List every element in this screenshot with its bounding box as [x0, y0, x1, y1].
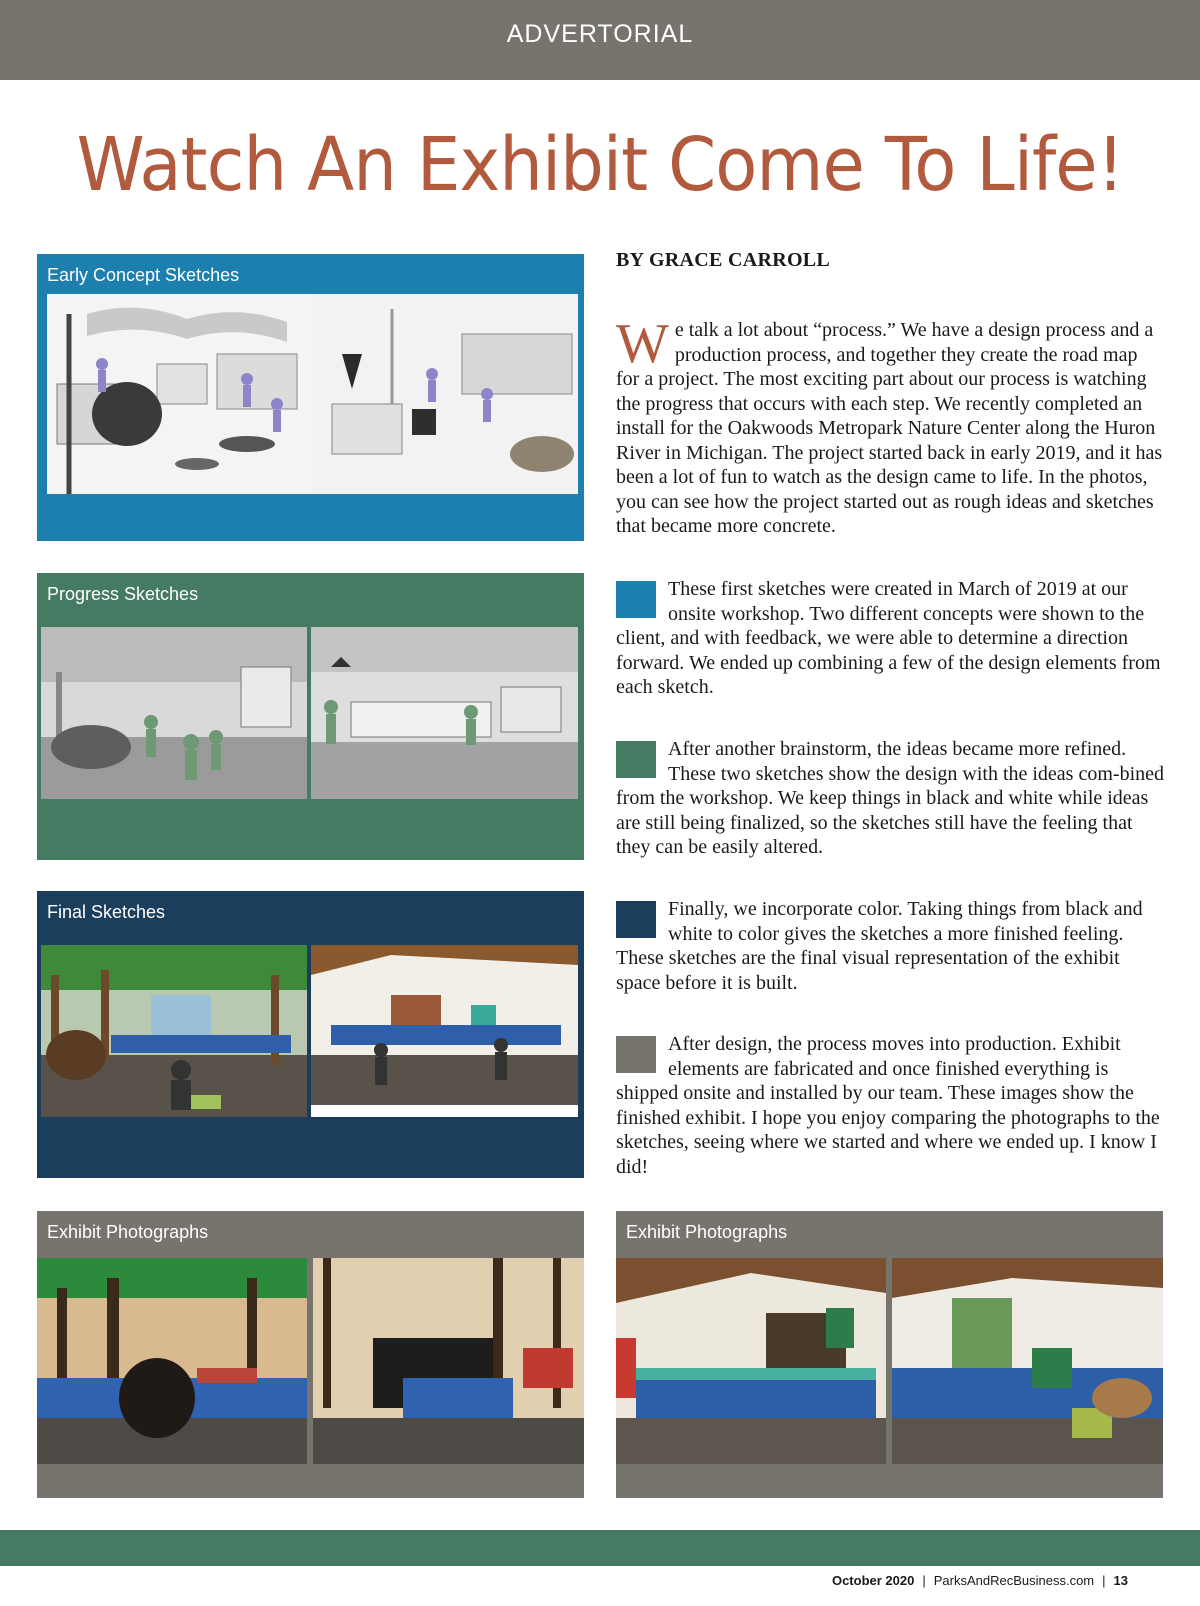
intro-text: e talk a lot about “process.” We have a design process and a production process, and together they create the road map for a project. The most exciting part about our process is watching the progress that occurs with each step. We recently completed an install for the Oakwoods Metropark Nature Center along the Huron River in Michigan. The project started back in early 2019, and it has been a lot of fun to watch as the design came to life. In the photos, you can see how the project started out as rough ideas and sketches that became more concrete. [616, 319, 1163, 537]
exhibit-photographs-panel-right [616, 1211, 1163, 1498]
final-text: Finally, we incorporate color. Taking things from black and white to color gives the sketches a more finished feeling. These sketches are the final visual representation of the exhibit space before it is built. [616, 898, 1143, 994]
progress-sketch-image-2 [311, 627, 578, 799]
footer-divider: | [1102, 1573, 1106, 1588]
production-text: After design, the process moves into production. Exhibit elements are fabricated and once finished everything is shipped onsite and installed by our team. These images show the finished exhibit. I hope you enjoy comparing the photographs to the sketches, seeing where we started and where we ended up. I know I did! [616, 1033, 1160, 1178]
exhibit-photo-3 [616, 1258, 886, 1464]
section-header-bar [0, 0, 1200, 80]
page-number: 13 [1113, 1573, 1128, 1588]
exhibit-photographs-title-right: Exhibit Photographs [626, 1222, 788, 1242]
early-sketch-image-2 [312, 294, 578, 494]
website-link[interactable]: ParksAndRecBusiness.com [933, 1573, 1095, 1588]
issue-date: October 2020 [831, 1573, 915, 1588]
exhibit-photographs-panel-left [37, 1211, 584, 1498]
early-concept-panel [37, 254, 584, 541]
final-sketches-title: Final Sketches [47, 902, 166, 922]
blue-color-swatch [616, 581, 656, 618]
drop-cap: W [616, 313, 669, 375]
footer-divider: | [922, 1573, 926, 1588]
gray-color-swatch [616, 1036, 656, 1073]
final-sketches-panel [37, 891, 584, 1178]
final-sketch-image-2 [311, 945, 578, 1117]
early-concept-text: These first sketches were created in March of 2019 at our onsite workshop. Two different concepts were shown to the client, and with feedback, we were able to determine a direction forward. We ended up combining a few of the design elements from each sketch. [616, 578, 1161, 698]
article-intro-paragraph [616, 313, 1164, 539]
final-sketch-image-1 [41, 945, 307, 1117]
exhibit-photo-1 [37, 1258, 307, 1464]
progress-sketches-title: Progress Sketches [47, 584, 199, 604]
navy-color-swatch [616, 901, 656, 938]
early-concept-paragraph [616, 577, 1164, 700]
exhibit-photo-4 [892, 1258, 1163, 1464]
early-sketch-image-1 [47, 294, 313, 494]
section-label: ADVERTORIAL [506, 20, 694, 48]
progress-text: After another brainstorm, the ideas became more refined. These two sketches show the design with the ideas com-bined from the workshop. We keep things in black and white while ideas are still being finalized, so the sketches still have the feeling that they can be easily altered. [616, 738, 1164, 858]
production-paragraph [616, 1032, 1164, 1179]
progress-sketches-panel [37, 573, 584, 860]
exhibit-photographs-title-left: Exhibit Photographs [47, 1222, 209, 1242]
progress-paragraph [616, 737, 1164, 860]
final-paragraph [616, 897, 1164, 995]
green-color-swatch [616, 741, 656, 778]
footer-bar [0, 1530, 1200, 1566]
page-footer [832, 1573, 1128, 1588]
progress-sketch-image-1 [41, 627, 307, 799]
early-concept-title: Early Concept Sketches [47, 265, 240, 285]
byline: BY GRACE CARROLL [616, 249, 831, 271]
article-headline: Watch An Exhibit Come To Life! [76, 122, 1124, 208]
exhibit-photo-2 [313, 1258, 584, 1464]
